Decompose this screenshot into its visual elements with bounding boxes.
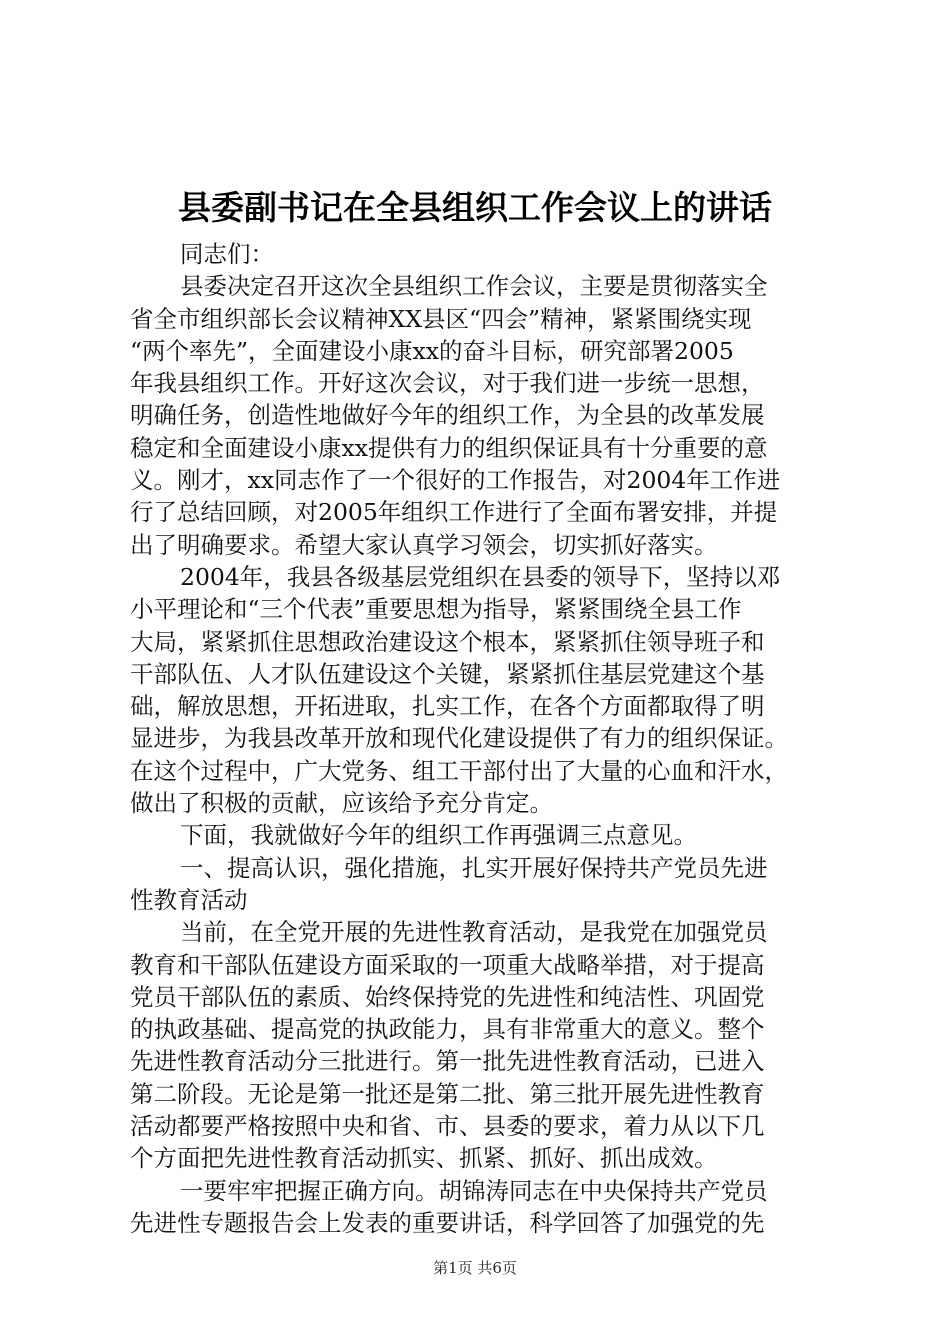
document-title: 县委副书记在全县组织工作会议上的讲话 (178, 188, 772, 227)
text-line: 在这个过程中，广大党务、组工干部付出了大量的心血和汗水， (130, 756, 788, 785)
text-line: 年我县组织工作。开好这次会议，对于我们进一步统一思想， (130, 369, 765, 398)
text-line: 明确任务，创造性地做好今年的组织工作，为全县的改革发展 (130, 401, 765, 430)
text-line: 活动都要严格按照中央和省、市、县委的要求，着力从以下几 (130, 1112, 765, 1141)
text-line: 显进步，为我县改革开放和现代化建设提供了有力的组织保证。 (130, 724, 788, 753)
text-line: 先进性教育活动分三批进行。第一批先进性教育活动，已进入 (130, 1047, 765, 1076)
text-line: 省全市组织部长会议精神XX县区“四会”精神，紧紧围绕实现 (130, 304, 752, 333)
text-line: 2004年，我县各级基层党组织在县委的领导下，坚持以邓 (180, 562, 781, 591)
text-line: 一、提高认识，强化措施，扎实开展好保持共产党员先进 (180, 853, 768, 882)
text-line: 大局，紧紧抓住思想政治建设这个根本，紧紧抓住领导班子和 (130, 627, 765, 656)
text-line: 础，解放思想，开拓进取，扎实工作，在各个方面都取得了明 (130, 692, 765, 721)
text-line: 个方面把先进性教育活动抓实、抓紧、抓好、抓出成效。 (130, 1144, 718, 1173)
text-line: 教育和干部队伍建设方面采取的一项重大战略举措，对于提高 (130, 950, 765, 979)
text-line: 出了明确要求。希望大家认真学习领会，切实抓好落实。 (130, 530, 718, 559)
page-footer: 第1页 共6页 (433, 1259, 517, 1277)
text-line: 小平理论和“三个代表”重要思想为指导，紧紧围绕全县工作 (130, 595, 742, 624)
text-line: 的执政基础、提高党的执政能力，具有非常重大的意义。整个 (130, 1015, 765, 1044)
text-line: 干部队伍、人才队伍建设这个关键，紧紧抓住基层党建这个基 (130, 659, 765, 688)
text-line: “两个率先”，全面建设小康xx的奋斗目标，研究部署2005 (130, 336, 734, 365)
document-body (130, 238, 830, 1239)
text-line: 同志们： (180, 240, 274, 268)
text-line: 稳定和全面建设小康xx提供有力的组织保证具有十分重要的意 (130, 433, 768, 462)
text-line: 性教育活动 (130, 885, 248, 914)
text-line: 行了总结回顾，对2005年组织工作进行了全面布署安排，并提 (130, 498, 778, 527)
text-line: 党员干部队伍的素质、始终保持党的先进性和纯洁性、巩固党 (130, 982, 765, 1011)
text-line: 先进性专题报告会上发表的重要讲话，科学回答了加强党的先 (130, 1208, 765, 1237)
text-line: 做出了积极的贡献，应该给予充分肯定。 (130, 789, 553, 818)
text-line: 县委决定召开这次全县组织工作会议，主要是贯彻落实全 (180, 272, 768, 301)
text-line: 下面，我就做好今年的组织工作再强调三点意见。 (180, 821, 697, 850)
text-line: 一要牢牢把握正确方向。胡锦涛同志在中央保持共产党员 (180, 1176, 768, 1205)
text-line: 义。刚才，xx同志作了一个很好的工作报告，对2004年工作进 (130, 466, 781, 495)
text-line: 第二阶段。无论是第一批还是第二批、第三批开展先进性教育 (130, 1079, 765, 1108)
text-line: 当前，在全党开展的先进性教育活动，是我党在加强党员 (180, 918, 768, 947)
